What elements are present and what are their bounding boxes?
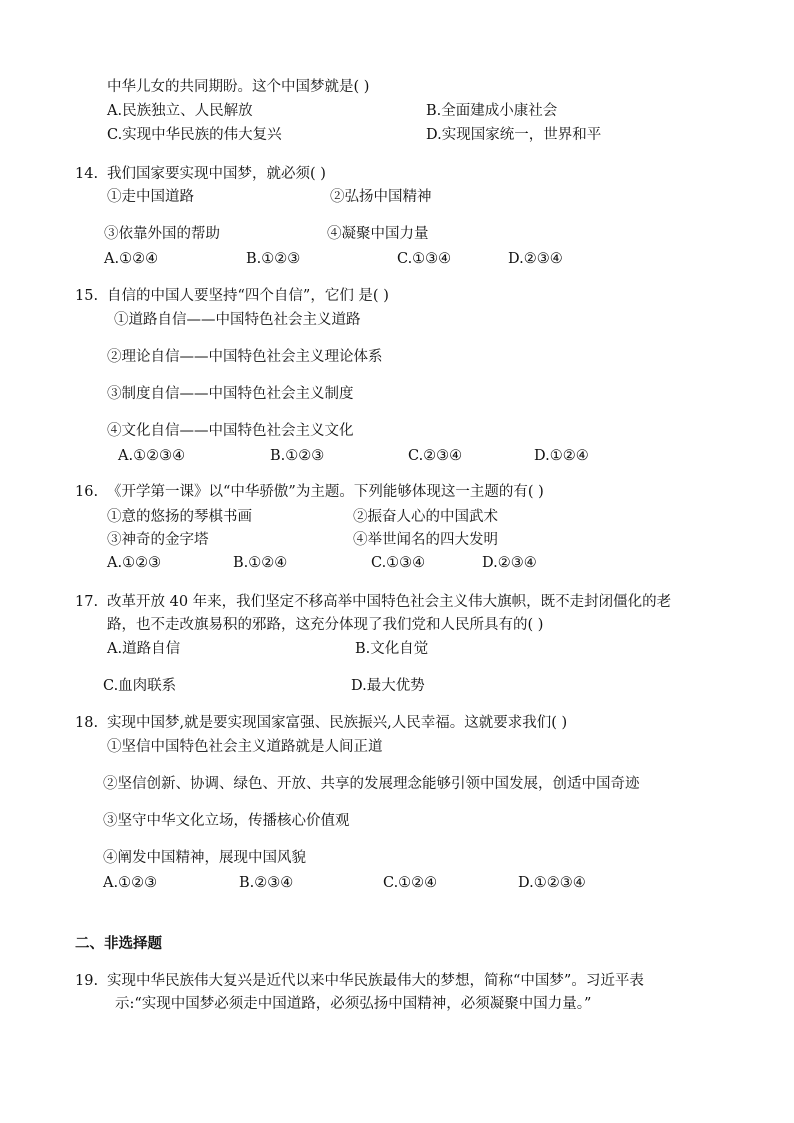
- q16-number: 16.: [75, 484, 99, 500]
- q14-item-3: ③依靠外国的帮助: [104, 226, 220, 242]
- q13-option-d: D.实现国家统一，世界和平: [426, 127, 602, 143]
- q18-option-d: D.①②③④: [518, 875, 586, 891]
- q18-item-4: ④阐发中国精神，展现中国风貌: [103, 850, 306, 866]
- q15-option-d: D.①②④: [534, 448, 589, 464]
- q18-option-c: C.①②④: [383, 875, 438, 891]
- q14-item-2: ②弘扬中国精神: [330, 189, 432, 205]
- q13-option-c: C.实现中华民族的伟大复兴: [107, 127, 282, 143]
- q17-number: 17.: [75, 594, 99, 610]
- q15-item-1: ①道路自信——中国特色社会主义道路: [114, 312, 361, 328]
- q17-stem-line-2: 路，也不走改旗易积的邪路，这充分体现了我们党和人民所具有的( ): [107, 617, 544, 633]
- q19-stem-line-2: 示:“实现中国梦必须走中国道路，必须弘扬中国精神，必须凝聚中国力量。”: [115, 996, 592, 1012]
- q16-stem: 《开学第一课》以“中华骄傲”为主题。下列能够体现这一主题的有( ): [107, 484, 544, 500]
- q13-stem-continuation: 中华儿女的共同期盼。这个中国梦就是( ): [107, 79, 370, 95]
- q17-option-b: B.文化自觉: [355, 641, 429, 657]
- q19-number: 19.: [75, 973, 99, 989]
- q13-option-b: B.全面建成小康社会: [426, 103, 558, 119]
- q18-item-2: ②坚信创新、协调、绿色、开放、共享的发展理念能够引领中国发展，创适中国奇迹: [103, 776, 640, 792]
- q14-item-4: ④凝聚中国力量: [327, 226, 429, 242]
- q16-item-2: ②振奋人心的中国武术: [353, 509, 498, 525]
- q13-option-a: A.民族独立、人民解放: [107, 103, 253, 119]
- q18-option-a: A.①②③: [103, 875, 158, 891]
- q17-option-d: D.最大优势: [351, 678, 425, 694]
- q15-option-c: C.②③④: [408, 448, 463, 464]
- q14-option-a: A.①②④: [104, 251, 159, 267]
- q16-item-4: ④举世闻名的四大发明: [353, 532, 498, 548]
- q16-item-3: ③神奇的金字塔: [107, 532, 209, 548]
- q18-number: 18.: [75, 715, 99, 731]
- q15-number: 15.: [75, 288, 99, 304]
- q15-option-a: A.①②③④: [118, 448, 186, 464]
- q14-option-c: C.①③④: [397, 251, 452, 267]
- q15-item-4: ④文化自信——中国特色社会主义文化: [107, 423, 354, 439]
- q16-option-c: C.①③④: [371, 555, 426, 571]
- q16-option-b: B.①②④: [233, 555, 288, 571]
- q14-number: 14.: [75, 166, 99, 182]
- q14-stem: 我们国家要实现中国梦，就必须( ): [107, 166, 326, 182]
- q15-item-2: ②理论自信——中国特色社会主义理论体系: [107, 349, 383, 365]
- q15-stem: 自信的中国人要坚持“四个自信”，它们 是( ): [107, 288, 389, 304]
- q14-option-d: D.②③④: [508, 251, 563, 267]
- q16-option-d: D.②③④: [482, 555, 537, 571]
- q16-option-a: A.①②③: [107, 555, 162, 571]
- q15-option-b: B.①②③: [270, 448, 325, 464]
- q19-stem-line-1: 实现中华民族伟大复兴是近代以来中华民族最伟大的梦想，简称“中国梦”。习近平表: [107, 973, 644, 989]
- q18-option-b: B.②③④: [239, 875, 294, 891]
- q17-option-c: C.血肉联系: [103, 678, 177, 694]
- section-heading: 二、非选择题: [75, 936, 162, 952]
- q18-item-3: ③坚守中华文化立场，传播核心价值观: [103, 813, 350, 829]
- q16-item-1: ①意的悠扬的琴棋书画: [107, 509, 252, 525]
- q15-item-3: ③制度自信——中国特色社会主义制度: [107, 386, 354, 402]
- q18-stem: 实现中国梦,就是要实现国家富强、民族振兴,人民幸福。这就要求我们( ): [107, 715, 568, 731]
- q14-item-1: ①走中国道路: [107, 189, 194, 205]
- q17-stem-line-1: 改革开放 40 年来，我们坚定不移高举中国特色社会主义伟大旗帜，既不走封闭僵化的老: [107, 594, 672, 610]
- q14-option-b: B.①②③: [246, 251, 301, 267]
- q17-option-a: A.道路自信: [107, 641, 181, 657]
- q18-item-1: ①坚信中国特色社会主义道路就是人间正道: [107, 739, 383, 755]
